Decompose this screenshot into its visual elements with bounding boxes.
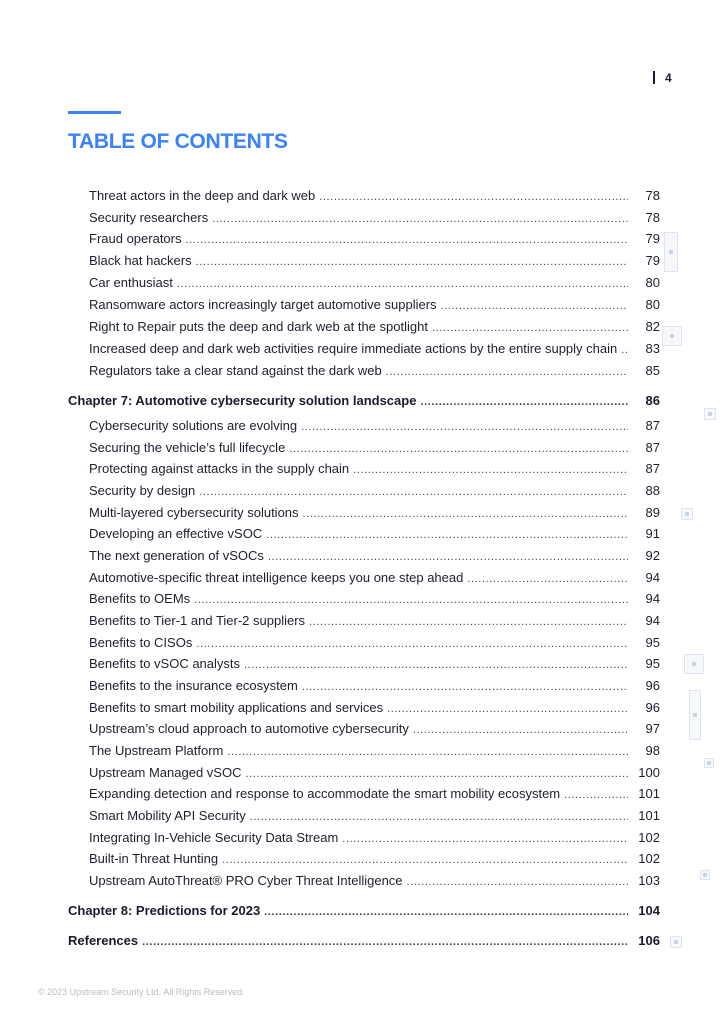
toc-entry-page: 80 — [645, 275, 660, 290]
toc-entry[interactable] — [89, 361, 660, 379]
toc-entry-label: Automotive-specific threat intelligence keeps you one step ahead — [89, 570, 464, 585]
copyright-footer: © 2023 Upstream Security Ltd. All Rights Reserved — [38, 987, 243, 997]
toc-entry[interactable] — [89, 611, 660, 629]
toc-chapter-entry[interactable] — [68, 931, 660, 949]
decorative-chip-icon — [664, 232, 678, 272]
dot-leader — [387, 702, 628, 716]
toc-entry-label: The next generation of vSOCs — [89, 548, 264, 563]
dot-leader — [222, 853, 628, 867]
toc-entry-label: Chapter 7: Automotive cybersecurity solution landscape — [68, 393, 417, 408]
dot-leader — [303, 507, 628, 521]
toc-entry[interactable] — [89, 828, 660, 846]
page-number: 4 — [665, 71, 672, 85]
toc-entry[interactable] — [89, 186, 660, 204]
toc-entry-label: Chapter 8: Predictions for 2023 — [68, 903, 261, 918]
toc-entry-label: Security researchers — [89, 210, 209, 225]
decorative-square-icon — [681, 508, 693, 520]
dot-leader — [467, 572, 628, 586]
decorative-node-icon — [662, 326, 682, 346]
toc-entry-page: 96 — [645, 678, 660, 693]
toc-entry-page: 94 — [645, 591, 660, 606]
toc-entry-page: 82 — [645, 319, 660, 334]
dot-leader — [199, 485, 628, 499]
toc-entry-label: Integrating In-Vehicle Security Data Stream — [89, 830, 339, 845]
toc-entry[interactable] — [89, 208, 660, 226]
dot-leader — [264, 905, 628, 919]
toc-entry-page: 103 — [638, 873, 660, 888]
dot-leader — [196, 637, 628, 651]
toc-entry[interactable] — [89, 524, 660, 542]
dot-leader — [245, 767, 628, 781]
toc-entry-page: 86 — [645, 393, 660, 408]
toc-entry-page: 104 — [638, 903, 660, 918]
dot-leader — [386, 365, 628, 379]
toc-entry[interactable] — [89, 849, 660, 867]
toc-entry[interactable] — [89, 589, 660, 607]
decorative-chip-icon — [689, 690, 701, 740]
dot-leader — [289, 442, 628, 456]
toc-entry-label: Benefits to OEMs — [89, 591, 191, 606]
toc-entry-page: 95 — [645, 635, 660, 650]
decorative-square-icon — [704, 758, 714, 768]
toc-entry[interactable] — [89, 698, 660, 716]
dot-leader — [319, 190, 628, 204]
toc-entry-page: 78 — [645, 210, 660, 225]
toc-entry[interactable] — [89, 676, 660, 694]
toc-entry[interactable] — [89, 654, 660, 672]
dot-leader — [301, 420, 628, 434]
toc-entry-label: References — [68, 933, 139, 948]
toc-entry-page: 97 — [645, 721, 660, 736]
toc-chapter-entry[interactable] — [68, 391, 660, 409]
toc-entry-label: Benefits to CISOs — [89, 635, 193, 650]
dot-leader — [266, 528, 628, 542]
page-title: TABLE OF CONTENTS — [68, 130, 288, 153]
dot-leader — [342, 832, 628, 846]
toc-entry-label: Increased deep and dark web activities require immediate actions by the entire supply chain — [89, 341, 618, 356]
dot-leader — [250, 810, 628, 824]
toc-entry-page: 87 — [645, 440, 660, 455]
dot-leader — [309, 615, 628, 629]
toc-entry-label: Right to Repair puts the deep and dark web at the spotlight — [89, 319, 428, 334]
dot-leader — [194, 593, 628, 607]
dot-leader — [621, 343, 628, 357]
toc-entry[interactable] — [89, 416, 660, 434]
dot-leader — [564, 788, 628, 802]
toc-entry-page: 80 — [645, 297, 660, 312]
toc-entry[interactable] — [89, 251, 660, 269]
toc-entry-label: Car enthusiast — [89, 275, 173, 290]
toc-entry[interactable] — [89, 229, 660, 247]
toc-entry-page: 101 — [638, 808, 660, 823]
toc-entry[interactable] — [89, 339, 660, 357]
dot-leader — [432, 321, 628, 335]
toc-entry-page: 100 — [638, 765, 660, 780]
toc-entry-page: 79 — [645, 231, 660, 246]
dot-leader — [177, 277, 628, 291]
toc-entry-label: Benefits to smart mobility applications and services — [89, 700, 384, 715]
toc-entry-page: 78 — [645, 188, 660, 203]
toc-entry-page: 87 — [645, 418, 660, 433]
dot-leader — [407, 875, 628, 889]
toc-entry-page: 79 — [645, 253, 660, 268]
toc-entry[interactable] — [89, 784, 660, 802]
toc-entry-page: 91 — [645, 526, 660, 541]
toc-entry-label: Black hat hackers — [89, 253, 192, 268]
toc-entry-page: 102 — [638, 851, 660, 866]
decorative-square-icon — [700, 870, 710, 880]
toc-entry-label: Benefits to Tier-1 and Tier-2 suppliers — [89, 613, 306, 628]
dot-leader — [413, 723, 628, 737]
toc-entry[interactable] — [89, 633, 660, 651]
dot-leader — [196, 255, 628, 269]
toc-entry-label: The Upstream Platform — [89, 743, 224, 758]
toc-entry-page: 102 — [638, 830, 660, 845]
toc-entry[interactable] — [89, 459, 660, 477]
toc-chapter-entry[interactable] — [68, 901, 660, 919]
toc-entry-label: Benefits to vSOC analysts — [89, 656, 241, 671]
toc-entry-label: Regulators take a clear stand against the dark web — [89, 363, 382, 378]
toc-entry-label: Protecting against attacks in the supply chain — [89, 461, 350, 476]
dot-leader — [212, 212, 628, 226]
dot-leader — [420, 395, 628, 409]
dot-leader — [142, 935, 628, 949]
dot-leader — [302, 680, 628, 694]
dot-leader — [186, 233, 629, 247]
toc-entry-page: 106 — [638, 933, 660, 948]
toc-entry[interactable] — [89, 295, 660, 313]
toc-entry-label: Upstream AutoThreat® PRO Cyber Threat Intelligence — [89, 873, 403, 888]
dot-leader — [227, 745, 628, 759]
dot-leader — [441, 299, 628, 313]
decorative-square-icon — [670, 936, 682, 948]
toc-entry[interactable] — [89, 317, 660, 335]
toc-entry-label: Securing the vehicle’s full lifecycle — [89, 440, 286, 455]
toc-entry-label: Fraud operators — [89, 231, 182, 246]
toc-entry-page: 101 — [638, 786, 660, 801]
toc-entry-page: 89 — [645, 505, 660, 520]
toc-entry-page: 95 — [645, 656, 660, 671]
toc-entry-page: 88 — [645, 483, 660, 498]
toc-entry[interactable] — [89, 806, 660, 824]
toc-entry-page: 94 — [645, 613, 660, 628]
toc-entry-page: 92 — [645, 548, 660, 563]
toc-entry-label: Smart Mobility API Security — [89, 808, 246, 823]
toc-entry-label: Ransomware actors increasingly target automotive suppliers — [89, 297, 437, 312]
toc-entry-label: Developing an effective vSOC — [89, 526, 263, 541]
toc-entry[interactable] — [89, 568, 660, 586]
toc-entry-page: 85 — [645, 363, 660, 378]
toc-entry-label: Cybersecurity solutions are evolving — [89, 418, 298, 433]
toc-entry[interactable] — [89, 438, 660, 456]
toc-entry[interactable] — [89, 546, 660, 564]
toc-entry-label: Expanding detection and response to accommodate the smart mobility ecosystem — [89, 786, 561, 801]
dot-leader — [268, 550, 628, 564]
toc-entry-page: 94 — [645, 570, 660, 585]
toc-entry-label: Benefits to the insurance ecosystem — [89, 678, 298, 693]
toc-entry-label: Multi-layered cybersecurity solutions — [89, 505, 299, 520]
toc-entry-page: 83 — [645, 341, 660, 356]
toc-entry-label: Built-in Threat Hunting — [89, 851, 219, 866]
toc-entry[interactable] — [89, 763, 660, 781]
toc-entry[interactable] — [89, 481, 660, 499]
decorative-square-icon — [704, 408, 716, 420]
toc-entry[interactable] — [89, 871, 660, 889]
dot-leader — [244, 658, 628, 672]
toc-entry-label: Upstream Managed vSOC — [89, 765, 242, 780]
toc-entry[interactable] — [89, 273, 660, 291]
toc-entry[interactable] — [89, 741, 660, 759]
toc-entry[interactable] — [89, 719, 660, 737]
toc-entry-label: Threat actors in the deep and dark web — [89, 188, 316, 203]
decorative-node-icon — [684, 654, 704, 674]
toc-entry-page: 87 — [645, 461, 660, 476]
toc-entry[interactable] — [89, 503, 660, 521]
dot-leader — [353, 463, 628, 477]
toc-entry-label: Security by design — [89, 483, 196, 498]
toc-entry-page: 98 — [645, 743, 660, 758]
toc-entry-page: 96 — [645, 700, 660, 715]
toc-entry-label: Upstream’s cloud approach to automotive cybersecurity — [89, 721, 409, 736]
